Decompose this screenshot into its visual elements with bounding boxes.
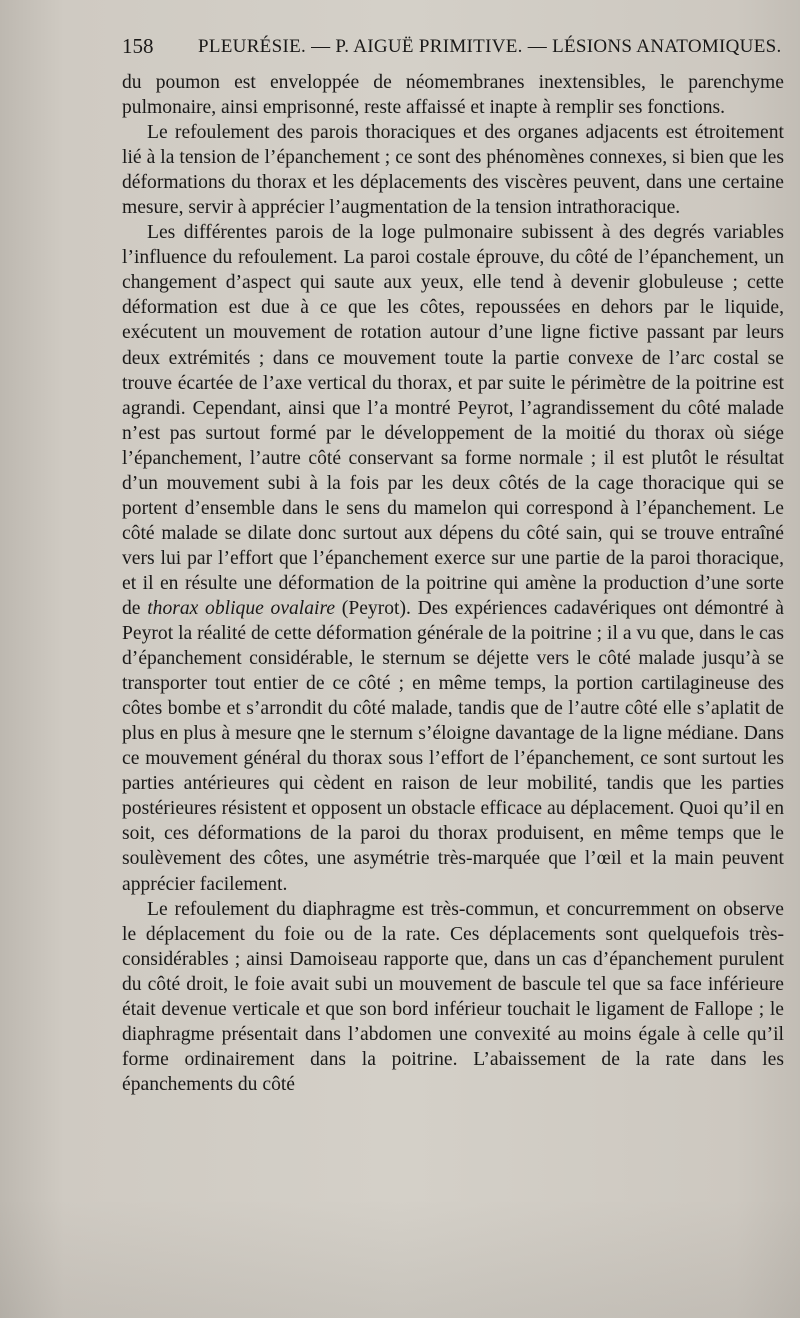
paragraph-2: Le refoulement des parois thoraciques et des organes adjacents est étroitement lié à la tension de l’épanchement ; ce sont des phénomènes connexes, si bien que les déformations du thorax et les déplacements des viscères peuvent, dans une certaine mesure, servir à apprécier l’augmentation de la tension intrathoracique. <box>122 122 784 219</box>
page-number: 158 <box>122 34 154 58</box>
italic-term: thorax oblique ovalaire <box>147 597 336 619</box>
paragraph-4: Le refoulement du diaphragme est très-commun, et concurremment on observe le déplacement du foie ou de la rate. Ces déplacements sont quelquefois très-considérables ; ainsi Damoiseau rapporte que, dans un cas d’épanchement purulent du côté droit, le foie avait subi un mouvement de bascule tel que sa face inférieure était devenue verticale et que son bord inférieur touchait le ligament de Fallope ; le diaphragme présentait dans l’abdomen une convexité au moins égale à celle qu’il forme ordinairement dans la poitrine. L’abaissement de la rate dans les épanchements du côté <box>122 898 784 1095</box>
paragraph-1: du poumon est enveloppée de néomembranes inextensibles, le parenchyme pulmonaire, ainsi emprisonné, reste affaissé et inapte à remplir ses fonctions. <box>122 72 784 119</box>
paragraph-3 <box>122 220 784 896</box>
body-text <box>122 70 784 1097</box>
paragraph-3-text: Les différentes parois de la loge pulmonaire subissent à des degrés variables l’influence du refoulement. La paroi costale éprouve, du côté de l’épanchement, un changement d’aspect qui saute aux yeux, elle tend à devenir globuleuse ; cette déformation est due à ce que les côtes, repoussées en dehors par le liquide, exécutent un mouvement de rotation autour d’une ligne fictive passant par leurs deux extrémités ; dans ce mouvement toute la partie convexe de l’arc costal se trouve écartée de l’axe vertical du thorax, et par suite le périmètre de la poitrine est agrandi. Cependant, ainsi que l’a montré Peyrot, l’agrandissement du côté malade n’est pas surtout formé par le développement de la moitié du thorax où siége l’épanchement, l’autre côté conservant sa forme normale ; il est plutôt le résultat d’un mouvement subi à la fois par les deux côtés de la cage thoracique qui se portent d’ensemble dans le sens du mamelon qui correspond à l’épanchement. Le côté malade se dilate donc surtout aux dépens du côté sain, qui se trouve entraîné vers lui par l’effort que l’épanchement exerce sur une partie de la paroi thoracique, et il en résulte une déformation de la poitrine qui amène la production d’une sorte de <box>122 222 784 619</box>
paragraph-3-continuation: (Peyrot). Des expériences cadavériques ont démontré à Peyrot la réalité de cette déformation générale de la poitrine ; il a vu que, dans le cas d’épanchement considérable, le sternum se déjette vers le côté malade jusqu’à se transporter tout entier de ce côté ; en même temps, la portion cartilagineuse des côtes bombe et s’arrondit du côté malade, tandis que de l’autre côté elle s’aplatit de plus en plus à mesure qne le sternum s’éloigne davantage de la ligne médiane. Dans ce mouvement général du thorax sous l’effort de l’épanchement, ce sont surtout les parties antérieures qui cèdent en raison de leur mobilité, tandis que les parties postérieures résistent et opposent un obstacle efficace au déplacement. Quoi qu’il en soit, ces déformations de la paroi du thorax produisent, en même temps que le soulèvement des côtes, une asymétrie très-marquée que l’œil et la main peuvent apprécier facilement. <box>122 597 784 895</box>
page-shading <box>0 1198 800 1318</box>
page-header <box>122 30 786 64</box>
running-head: PLEURÉSIE. — P. AIGUË PRIMITIVE. — LÉSIONS ANATOMIQUES. <box>198 36 782 57</box>
